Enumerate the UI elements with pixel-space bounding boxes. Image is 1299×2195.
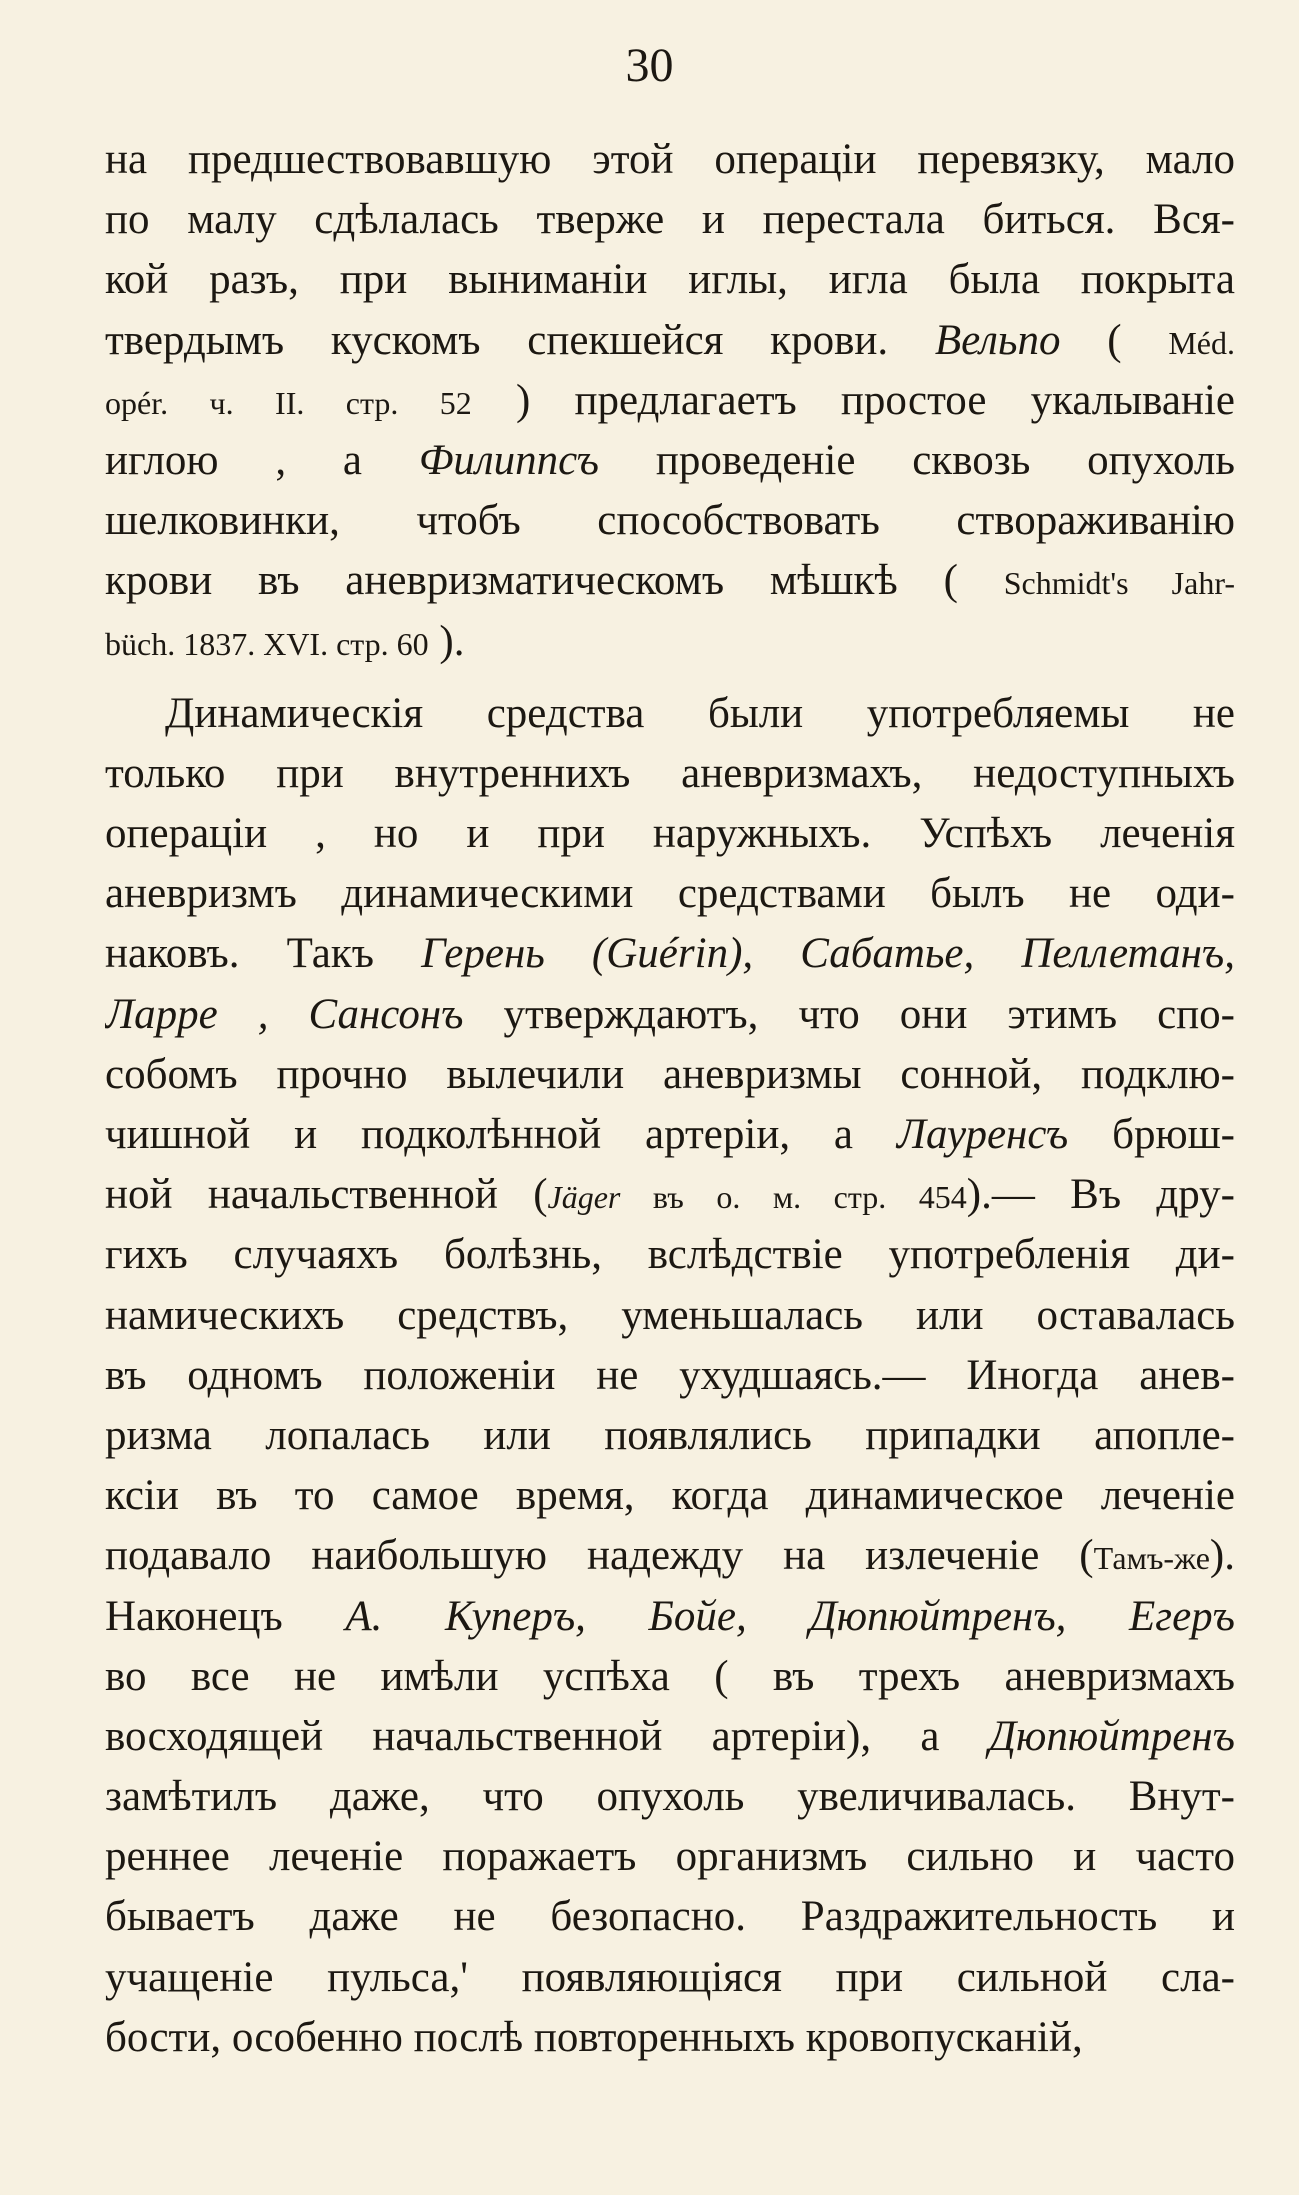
- text-segment: Динамическія средства были употребляемы не: [165, 689, 1235, 737]
- text-segment: Филиппсъ: [418, 436, 599, 484]
- paragraph-gap: [105, 672, 1235, 684]
- text-line: [105, 1406, 1235, 1466]
- text-line: [105, 744, 1235, 804]
- text-segment: аневризмъ динамическими средствами былъ не оди-: [105, 870, 1235, 918]
- text-line: [105, 924, 1235, 984]
- text-segment: Méd.: [1168, 324, 1235, 361]
- text-segment: Ларре , Сансонъ: [105, 990, 464, 1038]
- text-segment: твердымъ кускомъ спекшейся крови.: [105, 316, 935, 364]
- text-line: [105, 130, 1235, 190]
- text-line: [105, 551, 1235, 611]
- text-segment: Тамъ-же: [1093, 1540, 1210, 1577]
- text-line: [105, 1045, 1235, 1105]
- text-segment: бываетъ даже не безопасно. Раздражительность и: [105, 1893, 1235, 1941]
- text-segment: крови въ аневризматическомъ мѣшкѣ (: [105, 557, 1004, 605]
- text-line: [105, 1346, 1235, 1406]
- text-segment: замѣтилъ даже, что опухоль увеличивалась. Внут-: [105, 1773, 1235, 1821]
- text-segment: во все не имѣли успѣха ( въ трехъ аневризмахъ: [105, 1652, 1235, 1700]
- text-segment: по малу сдѣлалась тверже и перестала биться. Вся-: [105, 196, 1235, 244]
- text-line: [105, 1647, 1235, 1707]
- text-segment: брюш-: [1068, 1111, 1235, 1158]
- text-line: [105, 1225, 1235, 1285]
- text-line: [105, 491, 1235, 551]
- text-line: [105, 804, 1235, 864]
- text-segment: Schmidt's Jahr-: [1003, 565, 1235, 602]
- text-segment: Герень (Guérin), Сабатье, Пеллетанъ,: [421, 930, 1235, 978]
- body-text: [105, 130, 1235, 2068]
- text-segment: ксіи въ то самое время, когда динамическое леченіе: [105, 1472, 1235, 1520]
- text-segment: намическихъ средствъ, уменьшалась или оставалась: [105, 1291, 1235, 1339]
- text-segment: чишной и подколѣнной артеріи, а: [105, 1111, 897, 1158]
- text-segment: подавало наибольшую надежду на излеченіе (: [105, 1532, 1094, 1580]
- text-segment: бости, особенно послѣ повторенныхъ кровопусканій,: [105, 2013, 1083, 2061]
- text-line: [105, 250, 1235, 310]
- text-segment: операціи , но и при наружныхъ. Успѣхъ леченія: [105, 810, 1235, 858]
- text-segment: ).: [1209, 1532, 1235, 1580]
- page-number: 30: [625, 39, 674, 92]
- text-line: [105, 1526, 1235, 1586]
- text-segment: Лауренсъ: [896, 1111, 1069, 1158]
- text-segment: büch. 1837. XVI. стр. 60: [105, 625, 429, 662]
- text-segment: учащеніе пульса,' появляющіяся при сильной сла-: [105, 1953, 1235, 2001]
- text-line: [105, 1827, 1235, 1887]
- text-line: [105, 1466, 1235, 1526]
- text-segment: утверждаютъ, что они этимъ спо-: [463, 990, 1235, 1038]
- text-segment: ) предлагаетъ простое укалываніе: [471, 376, 1235, 424]
- text-line: [105, 1165, 1235, 1225]
- text-segment: въ о. м. стр. 454: [620, 1179, 967, 1216]
- text-segment: проведеніе сквозь опухоль: [599, 436, 1235, 484]
- text-segment: кой разъ, при выниманіи иглы, игла была покрыта: [105, 256, 1235, 304]
- text-segment: Дюпюйтренъ: [988, 1712, 1235, 1760]
- text-line: [105, 1887, 1235, 1947]
- text-line: [105, 1587, 1235, 1647]
- text-segment: А. Куперъ, Бойе, Дюпюйтренъ, Егеръ: [345, 1592, 1235, 1640]
- paragraph-1: [105, 130, 1235, 672]
- text-segment: собомъ прочно вылечили аневризмы сонной, подклю-: [105, 1050, 1235, 1098]
- text-segment: Наконецъ: [105, 1592, 346, 1640]
- text-segment: наковъ. Такъ: [105, 930, 422, 978]
- text-line: [105, 1767, 1235, 1827]
- text-segment: ).: [428, 617, 465, 665]
- paragraph-2: [105, 684, 1235, 2068]
- text-line: [105, 1948, 1235, 2008]
- text-segment: opér. ч. II. стр. 52: [105, 384, 472, 421]
- text-segment: только при внутреннихъ аневризмахъ, недоступныхъ: [105, 749, 1235, 797]
- text-line: [105, 431, 1235, 491]
- text-segment: шелковинки, чтобъ способствовать створаживанію: [105, 497, 1235, 545]
- text-segment: ризма лопалась или появлялись припадки апопле-: [105, 1411, 1235, 1459]
- text-segment: реннее леченіе поражаетъ организмъ сильно и часто: [105, 1833, 1235, 1881]
- text-line: [105, 684, 1235, 744]
- text-segment: въ одномъ положеніи не ухудшаясь.— Иногда анев-: [105, 1351, 1235, 1399]
- text-segment: гихъ случаяхъ болѣзнь, вслѣдствіе употребленія ди-: [105, 1231, 1235, 1279]
- text-segment: восходящей начальственной артеріи), а: [105, 1712, 989, 1760]
- text-line: [105, 2008, 1235, 2068]
- text-line: [105, 190, 1235, 250]
- text-line: [105, 371, 1235, 431]
- text-segment: на предшествовавшую этой операціи перевязку, мало: [105, 136, 1235, 183]
- text-line: [105, 1707, 1235, 1767]
- text-line: [105, 311, 1235, 371]
- text-segment: ной начальственной (: [105, 1171, 548, 1219]
- text-line: [105, 612, 1235, 672]
- text-line: [105, 1286, 1235, 1346]
- text-line: [105, 985, 1235, 1045]
- text-segment: Jäger: [547, 1179, 621, 1216]
- text-segment: (: [1060, 316, 1169, 364]
- text-segment: ).— Въ дру-: [966, 1171, 1235, 1219]
- text-line: [105, 864, 1235, 924]
- text-segment: Вельпо: [934, 316, 1061, 364]
- text-segment: иглою , а: [105, 436, 419, 484]
- text-line: [105, 1105, 1235, 1165]
